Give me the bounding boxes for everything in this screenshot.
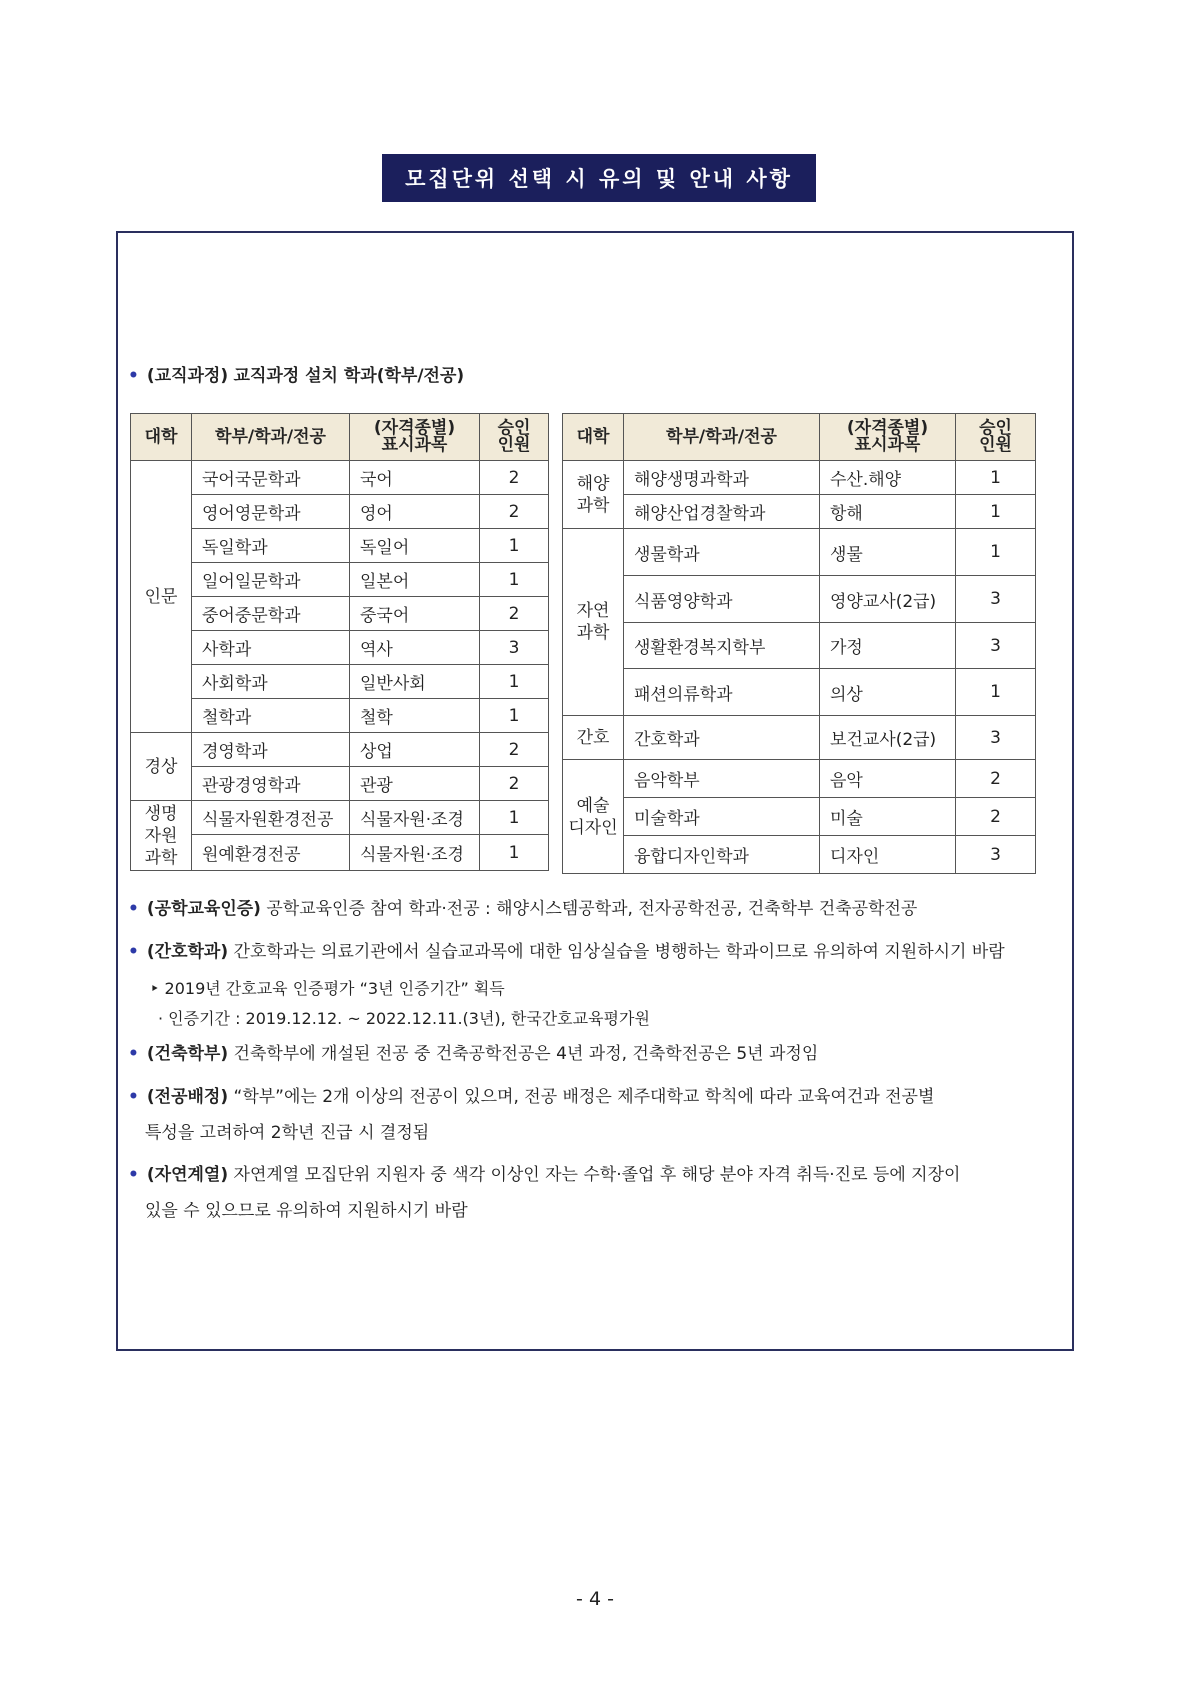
subject-cell: 국어 <box>350 461 480 495</box>
bullet-icon: • <box>128 899 139 919</box>
subject-cell: 중국어 <box>350 597 480 631</box>
count-cell: 3 <box>956 576 1036 623</box>
count-cell: 1 <box>480 529 549 563</box>
header-count: 승인 인원 <box>480 414 549 461</box>
subject-cell: 역사 <box>350 631 480 665</box>
dept-cell: 일어일문학과 <box>192 563 350 597</box>
count-cell: 1 <box>956 529 1036 576</box>
table-row <box>563 623 1036 669</box>
dept-cell: 간호학과 <box>624 716 820 760</box>
table-row <box>131 665 549 699</box>
table-row <box>131 699 549 733</box>
college-cell: 인문 <box>131 461 192 733</box>
dept-cell: 영어영문학과 <box>192 495 350 529</box>
header-dept: 학부/학과/전공 <box>624 414 820 461</box>
subject-cell: 상업 <box>350 733 480 767</box>
dept-cell: 사학과 <box>192 631 350 665</box>
note-science-cont: 있을 수 있으므로 유의하여 지원하시기 바람 <box>145 1201 468 1221</box>
bullet-icon: • <box>128 1087 139 1107</box>
dept-cell: 해양산업경찰학과 <box>624 495 820 529</box>
right-course-table <box>562 413 1036 874</box>
section-text: 교직과정 설치 학과(학부/전공) <box>233 366 465 386</box>
note-science: • (자연계열) 자연계열 모집단위 지원자 중 색각 이상인 자는 수학·졸업 후 해당 분야 자격 취득·진로 등에 지장이 <box>128 1165 961 1185</box>
table-row <box>563 798 1036 836</box>
table-row <box>563 669 1036 716</box>
count-cell: 1 <box>480 699 549 733</box>
count-cell: 1 <box>480 835 549 871</box>
subject-cell: 디자인 <box>820 836 956 874</box>
note-architecture: • (건축학부) 건축학부에 개설된 전공 중 건축공학전공은 4년 과정, 건축학전공은 5년 과정임 <box>128 1044 819 1064</box>
table-row <box>563 760 1036 798</box>
college-cell: 경상 <box>131 733 192 801</box>
subject-cell: 음악 <box>820 760 956 798</box>
note-major-cont: 특성을 고려하여 2학년 진급 시 결정됨 <box>145 1123 430 1143</box>
count-cell: 2 <box>480 597 549 631</box>
count-cell: 1 <box>480 801 549 835</box>
table-row <box>563 461 1036 495</box>
dept-cell: 식물자원환경전공 <box>192 801 350 835</box>
teacher-section-heading <box>128 364 464 388</box>
dept-cell: 음악학부 <box>624 760 820 798</box>
subject-cell: 영어 <box>350 495 480 529</box>
count-cell: 2 <box>956 760 1036 798</box>
table-row <box>131 563 549 597</box>
count-cell: 2 <box>480 461 549 495</box>
subject-cell: 생물 <box>820 529 956 576</box>
table-row <box>563 495 1036 529</box>
bullet-icon: • <box>128 366 139 386</box>
count-cell: 1 <box>956 669 1036 716</box>
dept-cell: 생물학과 <box>624 529 820 576</box>
dept-cell: 생활환경복지학부 <box>624 623 820 669</box>
dept-cell: 철학과 <box>192 699 350 733</box>
subject-cell: 식물자원·조경 <box>350 801 480 835</box>
table-row <box>131 529 549 563</box>
section-tag: (교직과정) <box>146 366 229 386</box>
subject-cell: 철학 <box>350 699 480 733</box>
subject-cell: 수산.해양 <box>820 461 956 495</box>
subject-cell: 일본어 <box>350 563 480 597</box>
count-cell: 2 <box>956 798 1036 836</box>
subject-cell: 보건교사(2급) <box>820 716 956 760</box>
table-row <box>131 461 549 495</box>
dept-cell: 해양생명과학과 <box>624 461 820 495</box>
table-row <box>563 529 1036 576</box>
bullet-icon: • <box>128 942 139 962</box>
page-title: 모집단위 선택 시 유의 및 안내 사항 <box>382 154 816 202</box>
count-cell: 3 <box>956 836 1036 874</box>
table-row <box>131 835 549 871</box>
note-engineering: • (공학교육인증) 공학교육인증 참여 학과·전공 : 해양시스템공학과, 전자공학전공, 건축학부 건축공학전공 <box>128 899 918 919</box>
header-subject: (자격종별) 표시과목 <box>350 414 480 461</box>
dept-cell: 식품영양학과 <box>624 576 820 623</box>
dept-cell: 국어국문학과 <box>192 461 350 495</box>
table-row <box>563 576 1036 623</box>
table-row <box>131 631 549 665</box>
count-cell: 2 <box>480 495 549 529</box>
subject-cell: 일반사회 <box>350 665 480 699</box>
table-row <box>563 716 1036 760</box>
college-cell: 간호 <box>563 716 624 760</box>
nursing-sub1: ‣ 2019년 간호교육 인증평가 “3년 인증기간” 획득 <box>150 979 505 998</box>
dept-cell: 원예환경전공 <box>192 835 350 871</box>
dept-cell: 관광경영학과 <box>192 767 350 801</box>
header-dept: 학부/학과/전공 <box>192 414 350 461</box>
dept-cell: 사회학과 <box>192 665 350 699</box>
dept-cell: 중어중문학과 <box>192 597 350 631</box>
page-number: - 4 - <box>576 1588 614 1610</box>
count-cell: 2 <box>480 767 549 801</box>
count-cell: 3 <box>480 631 549 665</box>
table-row <box>131 801 549 835</box>
count-cell: 1 <box>956 461 1036 495</box>
subject-cell: 관광 <box>350 767 480 801</box>
subject-cell: 독일어 <box>350 529 480 563</box>
dept-cell: 패션의류학과 <box>624 669 820 716</box>
dept-cell: 미술학과 <box>624 798 820 836</box>
college-cell: 자연 과학 <box>563 529 624 716</box>
count-cell: 1 <box>480 563 549 597</box>
table-row <box>131 767 549 801</box>
subject-cell: 영양교사(2급) <box>820 576 956 623</box>
count-cell: 1 <box>480 665 549 699</box>
table-row <box>131 597 549 631</box>
count-cell: 1 <box>956 495 1036 529</box>
header-college: 대학 <box>563 414 624 461</box>
subject-cell: 가정 <box>820 623 956 669</box>
subject-cell: 식물자원·조경 <box>350 835 480 871</box>
table-row <box>131 495 549 529</box>
header-subject: (자격종별) 표시과목 <box>820 414 956 461</box>
header-count: 승인 인원 <box>956 414 1036 461</box>
subject-cell: 미술 <box>820 798 956 836</box>
count-cell: 3 <box>956 623 1036 669</box>
note-nursing: • (간호학과) 간호학과는 의료기관에서 실습교과목에 대한 임상실습을 병행하는 학과이므로 유의하여 지원하시기 바람 <box>128 942 1005 962</box>
table-row <box>131 733 549 767</box>
dept-cell: 경영학과 <box>192 733 350 767</box>
subject-cell: 항해 <box>820 495 956 529</box>
subject-cell: 의상 <box>820 669 956 716</box>
college-cell: 생명 자원 과학 <box>131 801 192 871</box>
table-row <box>563 836 1036 874</box>
count-cell: 3 <box>956 716 1036 760</box>
nursing-sub2: · 인증기간 : 2019.12.12. ~ 2022.12.11.(3년), 한국간호교육평가원 <box>158 1009 650 1028</box>
bullet-icon: • <box>128 1165 139 1185</box>
college-cell: 해양 과학 <box>563 461 624 529</box>
dept-cell: 융합디자인학과 <box>624 836 820 874</box>
count-cell: 2 <box>480 733 549 767</box>
header-college: 대학 <box>131 414 192 461</box>
bullet-icon: • <box>128 1044 139 1064</box>
note-major: • (전공배정) “학부”에는 2개 이상의 전공이 있으며, 전공 배정은 제주대학교 학칙에 따라 교육여건과 전공별 <box>128 1087 935 1107</box>
college-cell: 예술 디자인 <box>563 760 624 874</box>
left-course-table <box>130 413 549 871</box>
dept-cell: 독일학과 <box>192 529 350 563</box>
